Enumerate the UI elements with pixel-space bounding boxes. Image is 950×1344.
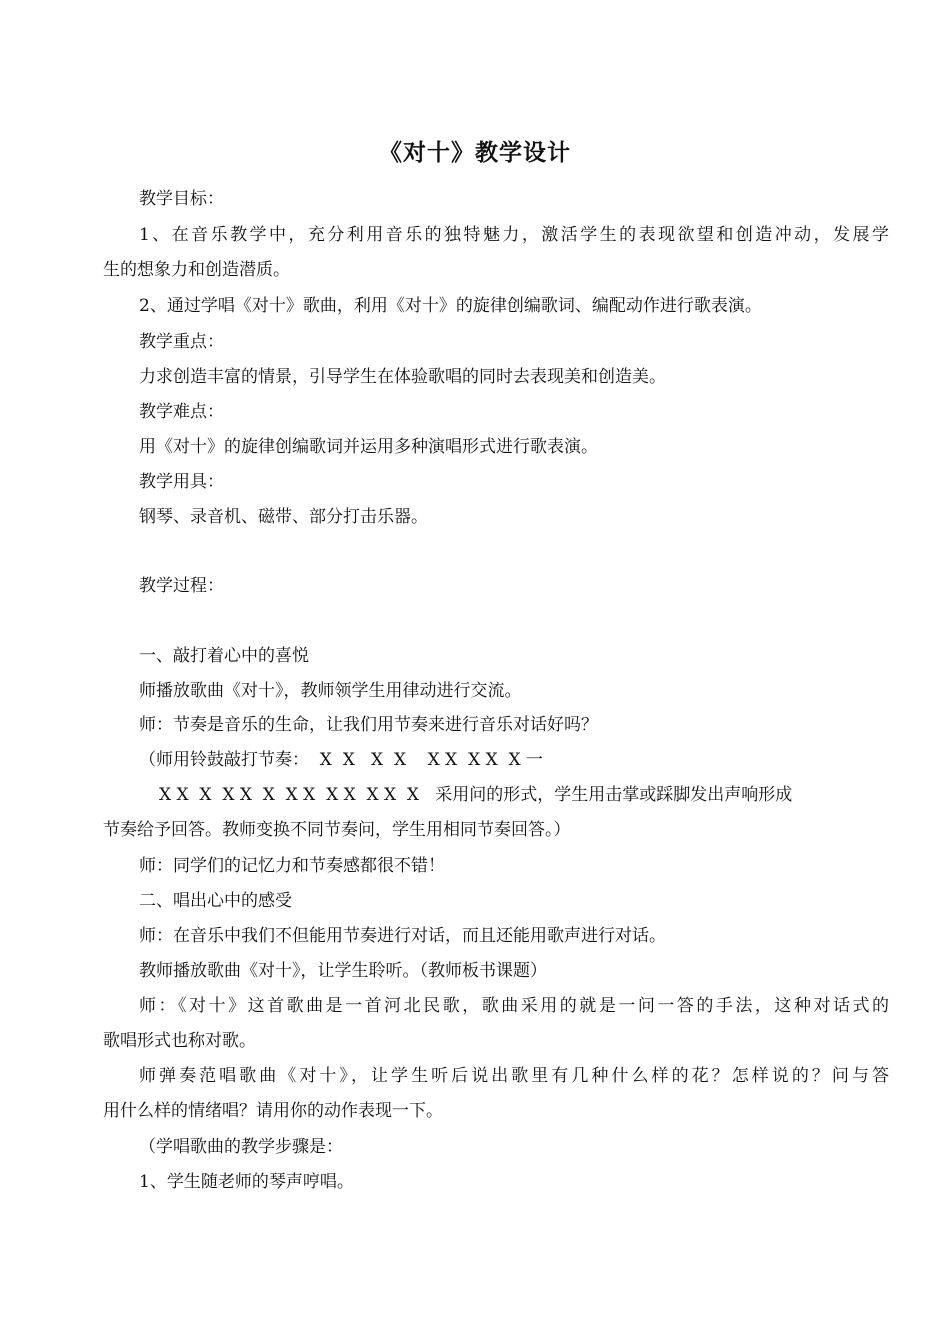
paragraph-line: 1、学生随老师的琴声哼唱。 bbox=[139, 1172, 354, 1192]
objectives-heading: 教学目标： bbox=[139, 189, 224, 209]
process-heading: 教学过程： bbox=[139, 576, 224, 596]
section-heading: 一、敲打着心中的喜悦 bbox=[139, 646, 309, 666]
paragraph-line: （学唱歌曲的教学步骤是： bbox=[139, 1137, 343, 1157]
paragraph-line: 师：同学们的记忆力和节奏感都很不错！ bbox=[139, 856, 445, 876]
rhythm-line: X X X X X X X X X X X X X 采用问的形式，学生用击掌或踩脚发出声响形成 bbox=[159, 785, 793, 805]
rhythm-line: （师用铃鼓敲打节奏： X X X X X X X X X 一 bbox=[139, 750, 543, 770]
paragraph-line: 节奏给予回答。教师变换不同节奏问，学生用相同节奏回答。） bbox=[103, 820, 571, 840]
paragraph-line: 师弹奏范唱歌曲《对十》，让学生听后说出歌里有几种什么样的花？怎样说的？问与答 bbox=[139, 1066, 889, 1086]
paragraph-line: 歌唱形式也称对歌。 bbox=[103, 1031, 256, 1051]
paragraph-line: 生的想象力和创造潜质。 bbox=[103, 260, 290, 280]
section-heading: 二、唱出心中的感受 bbox=[139, 891, 292, 911]
tools-heading: 教学用具： bbox=[139, 472, 224, 492]
paragraph-line: 力求创造丰富的情景，引导学生在体验歌唱的同时去表现美和创造美。 bbox=[139, 367, 666, 387]
paragraph-line: 钢琴、录音机、磁带、部分打击乐器。 bbox=[139, 507, 428, 527]
paragraph-line: 1、在音乐教学中，充分利用音乐的独特魅力，激活学生的表现欲望和创造冲动，发展学 bbox=[139, 225, 889, 245]
paragraph-line: 用什么样的情绪唱？请用你的动作表现一下。 bbox=[103, 1101, 443, 1121]
paragraph-line: 师播放歌曲《对十》，教师领学生用律动进行交流。 bbox=[139, 681, 522, 701]
paragraph-line: 用《对十》的旋律创编歌词并运用多种演唱形式进行歌表演。 bbox=[139, 437, 598, 457]
paragraph-line: 师：在音乐中我们不但能用节奏进行对话，而且还能用歌声进行对话。 bbox=[139, 926, 666, 946]
paragraph-line: 师：《对十》这首歌曲是一首河北民歌，歌曲采用的就是一问一答的手法，这种对话式的 bbox=[139, 996, 889, 1016]
document-title: 《对十》教学设计 bbox=[379, 140, 571, 166]
paragraph-line: 师：节奏是音乐的生命，让我们用节奏来进行音乐对话好吗？ bbox=[139, 715, 598, 735]
difficulties-heading: 教学难点： bbox=[139, 402, 224, 422]
paragraph-line: 2、通过学唱《对十》歌曲，利用《对十》的旋律创编歌词、编配动作进行歌表演。 bbox=[139, 296, 762, 316]
key-points-heading: 教学重点： bbox=[139, 332, 224, 352]
paragraph-line: 教师播放歌曲《对十》，让学生聆听。（教师板书课题） bbox=[139, 961, 547, 981]
